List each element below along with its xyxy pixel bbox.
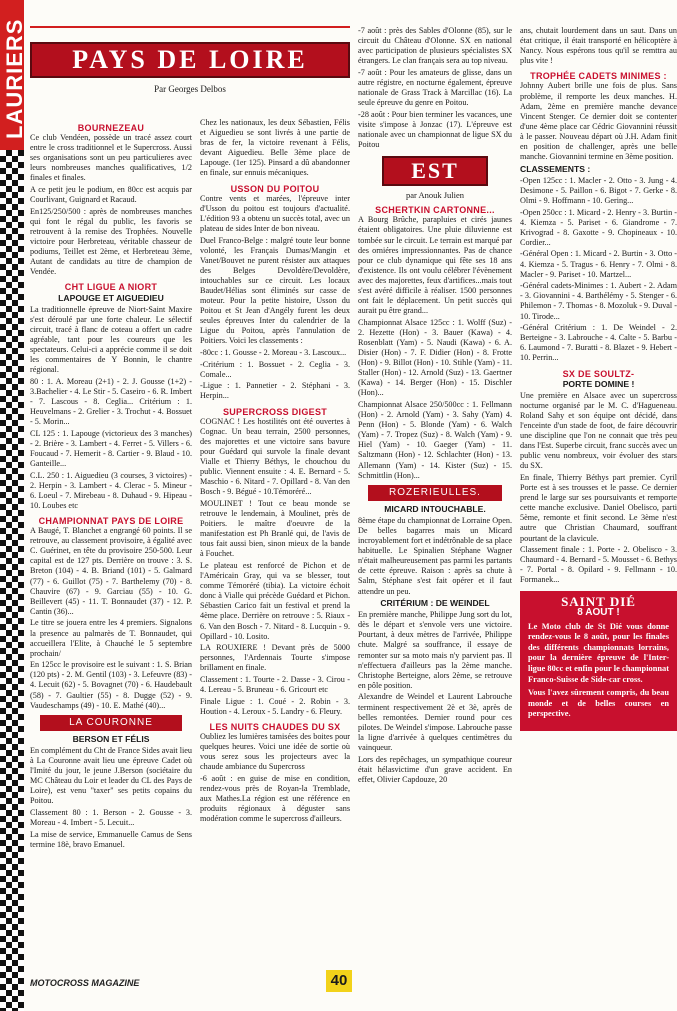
paragraph: -Ligue : 1. Pannetier - 2. Stéphani - 3. Herpin... [200, 381, 350, 401]
paragraph: LA ROUXIERE ! Devant près de 5000 personnes, l'Ardennais Tourte s'impose brillament en finale. [200, 643, 350, 673]
column-1 [30, 118, 192, 968]
checker-pattern [0, 150, 24, 1011]
section-heading: SUPERCROSS DIGEST [222, 406, 328, 417]
paragraph: Le plateau est renforcé de Pichon et de l'Américain Gray, qui va se blesser, tout comme Témoréré (tibia). La victoire échoit donc à Vialle qui précède Guédard et Pichon. Sébastien Carico fait un festival et prend la 4ème place. Derrière on retrouve : 5. Riaux - 6. Van den Bosch - 7. Nitard - 8. Lucquin - 9. Opillard - 10. Losito. [200, 560, 350, 641]
box-paragraph: Vous l'avez sûrement compris, du beau monde et de belles courses en perspective. [528, 688, 669, 719]
paragraph: En première manche, Philippe Jung sort du lot, dès le départ et s'envole vers une victoire. Pourtant, à deux mètres de l'arrivée, Philippe chute. Malgré sa souffrance, il essaye de remonter sur sa moto mais n'y parvient pas. Il n'effectuera d'ailleurs pas la 2ème manche. Christophe Berteigne, alors 2ème, se retrouve en pôle position. [358, 610, 512, 690]
byline: par Anouk Julien [405, 190, 465, 201]
section-heading: CHT LIGUE A NIORT [64, 282, 158, 293]
paragraph: Une première en Alsace avec un supercross nocturne organisé par le M. C. d'Hagueneau. Roland Sahy et son équipe ont décidé, dans l'enceinte d'un stade de foot, de faire découvrir une discipline que l'on ne connait que très peu dans l'Est. Superbe circuit, franc succès avec un public venu nombreux, voir évoluer des stars du SX. [520, 390, 677, 471]
top-rule [30, 26, 350, 28]
box-subtitle: 8 AOUT ! [577, 606, 620, 618]
region-bar-label: ROZERIEULLES. [389, 486, 481, 498]
paragraph: ans, chutait lourdement dans un saut. Dans un état critique, il était transporté en hélicoptère à Nancy. Nous espérons tous qu'il se remttra au plus vite ! [520, 26, 677, 66]
paragraph: -Général Critérium : 1. De Weindel - 2. Berteigne - 3. Labrouche - 4. Calte - 5. Barbu - 6. Laumond - 7. Buratti - 8. Blazet - 9. Hebert - 10. Perrin... [520, 323, 677, 363]
paragraph: A ce petit jeu le podium, en 80cc est acquis par Courlivant, Guignard et Racaud. [30, 185, 192, 205]
paragraph: A Baugé, T. Blanchet a engrangé 60 points. Il se retrouve, au classement provisoire, à égalité avec C. Guérinet, en tête du provisoire 250-500. Leur capital est de 127 pts. Derrière on trouve : 3. S. Breton (104) - 4. B. Briand (101) - 5. Galmard (77) - 6. Guillot (75) - 7. Barthelemy (70) - 8. Chauvire (67) - 9. Garciau (55) - 10. G. Beillevert (45) - 11. T. Bonnaudet (37) - 12. P. Cantin (36)... [30, 526, 192, 616]
paragraph: CL 125 : 1. Lapouge (victorieux des 3 manches) - 2. Brière - 3. Lambert - 4. Ferret - 5. Villers - 6. Foucaud - 7. Hemerit - 8. Cartier - 9. Blaud - 10. Ganteille... [30, 428, 192, 468]
paragraph: -28 août : Pour bien terminer les vacances, une visite s'impose à Jonzac (17). L'épreuve est nationale avec un championnat de ligue SX du Poitou [358, 109, 512, 150]
sub-heading: MICARD INTOUCHABLE. [384, 503, 486, 514]
paragraph: -6 août : en guise de mise en condition, rendez-vous près de Royan-la Tremblade, aux Mathes.La région est une référence en produits régionaux à déguster sans modération comme le supercross d'ailleurs. [200, 773, 350, 824]
paragraph: C.L. 250 : 1. Aiguedieu (3 courses, 3 victoires) - 2. Herpin - 3. Lambert - 4. Clerac - 5. Mineur - 6. Loeul - 7. Mirebeau - 8. Duhaud - 9. Hipeau - 10. Loubes etc [30, 470, 192, 510]
paragraph: Contre vents et marées, l'épreuve inter d'Usson du poitou est toujours d'actualité. L'édition 93 a obtenu un succès total, avec un plateau de sides Inter de bon niveau. [200, 193, 350, 233]
paragraph: -7 août : Pour les amateurs de glisse, dans un autre régistre, en nocturne également, épreuve nationale de Grass Track à Marcillac (16). La seule épreuve du genre en Poitou. [358, 67, 512, 108]
paragraph: 8ème étape du championnat de Lorraine Open. De belles bagarres mais un Micard incroyablement fort et indétrônable de sa place habituelle. Le Spinalien Stéphane Wagner n'était malheureusement pas parmi les partants de cette épreuve. Raison : après sa chute à Salm, Stéphane s'est fait opérer et il faut attendre un peu. [358, 515, 512, 596]
paragraph: Classement : 1. Tourte - 2. Dasse - 3. Cirou - 4. Lereau - 5. Bruneau - 6. Gricourt etc [200, 674, 350, 695]
paragraph: Chez les nationaux, les deux Sébastien, Félis et Aiguedieu se sont livrés à une partie de bras de fer, la victoire revenant à Félis, devant Aiguedieu. Belle 3ème place de Lapouge. (1er 125). Pinsard a dû abandonner en finale, sur ennuis mécaniques. [200, 118, 350, 178]
section-header-bar [30, 42, 350, 78]
section-heading: TROPHÉE CADETS MINIMES : [530, 71, 667, 82]
paragraph: Championnat Alsace 250/500cc : 1. Fellmann (Hon) - 2. Arnold (Yam) - 3. Sahy (Yam) 4. Penn (Hon) - 5. Blonde (Yam) - 6. Walch (Yam) - 7. Tropez (Suz) - 8. Walch (Yam) - 9. Hiel (Yam) - 10. Gaeger (Yam) - 11. Saltzmann (Hon) - 12. Schlachter (Hon) - 13. Allemann (Yam) - 14. Kister (Suz) - 15. Schmittlin (Hon)... [358, 400, 512, 480]
page-number: 40 [326, 970, 352, 992]
paragraph: -Open 250cc : 1. Micard - 2. Henry - 3. Burtin - 4. Kiemza - 5. Pariset - 6. Giandrome - 7. Krivograd - 8. Gaxotte - 9. Chopineaux - 10. Cordier... [520, 207, 677, 247]
magazine-footer: MOTOCROSS MAGAZINE [30, 978, 140, 988]
sub-heading: CRITÉRIUM : DE WEINDEL [380, 598, 490, 609]
paragraph: Championnat Alsace 125cc : 1. Wolff (Suz) - 2. Hezette (Hon) - 3. Bauer (Kawa) - 4. Rosenblatt (Yam) - 5. Naudi (Kawa) - 6. A. Disier (Hon) - 7. F. Didier (Hon) - 8. Frotte (Hon) - 9. Billot (Hon) - 10. Stihle (Yam) - 11. Staller (Hon) - 12. Arnold (Suz) - 13. Gaertner (Kawa) - 14. Berger (Hon) - 15. Dischler (Hon)... [358, 317, 512, 398]
sub-heading: CLASSEMENTS : [520, 163, 591, 174]
paragraph: A Bourg Brûche, parapluies et cirés jaunes étaient obligatoires. Une pluie diluvienne est tombée sur le circuit. Le terrain est marqué par des orniéres impressionnantes. Pas de chance pour ce club dynamique qui fête ses 18 ans d'existence. Ils ont voulu célébrer l'évènement avec des majorettes, feux d'artifices...mais tout s'est avéré difficile à réaliser. 1500 personnes ont fait le déplacement. Un petit succès qui aurait pu être grand... [358, 215, 512, 316]
paragraph: Finale Ligue : 1. Coué - 2. Robin - 3. Hoution - 4. Leroux - 5. Landry - 6. Fleury. [200, 696, 350, 716]
sub-heading: PORTE DOMINE ! [562, 378, 635, 389]
strip-title: LAURIERS [2, 18, 27, 140]
paragraph: -Critérium : 1. Bossuet - 2. Ceglia - 3. Comale... [200, 359, 350, 379]
paragraph: MOULINET ! Tout ce beau monde se retrouve le lendemain, à Moulinet, près de Poitiers. le maître d'oeuvre de la manifestation est Ph Branlé qui, de l'avis de tous fait aussi bien, sinon mieux de la bande à Fouchet. [200, 498, 350, 559]
paragraph: Ce club Vendéen, possède un tracé assez court entre le cross traditionnel et le Supercross. Aussi ses organisations sont un peu particulieres avec leurs nombreuses manches qualificatives, 1/2 finales et finales. [30, 133, 192, 183]
column-3 [358, 26, 512, 968]
section-heading: LES NUITS CHAUDES DU SX [209, 721, 341, 732]
region-bar [368, 485, 502, 501]
section-heading: BOURNEZEAU [77, 123, 145, 133]
left-strip [0, 0, 27, 1011]
paragraph: En complément du Cht de France Sides avait lieu à La Couronne avait lieu une épreuve Cadet où l'Imité du jour, le jeune J.Berson (sociétaire du MC Château du Loir et leader du CL des Pays de Loire), est venu "taxer" ses petits copains du Poitou. [30, 745, 192, 806]
sub-heading: LAPOUGE ET AIGUEDIEU [58, 292, 164, 303]
box-title: SAINT DIÉ [561, 594, 636, 610]
paragraph: Classement finale : 1. Porte - 2. Obelisco - 3. Chaumard - 4. Bernard - 5. Mousset - 6. Bethys - 7. Portal - 8. Opilard - 9. Fellmann - 10. Formanek... [520, 545, 677, 585]
paragraph: -Général cadets-Minimes : 1. Aubert - 2. Adam - 3. Giovannini - 4. Barthélémy - 5. Stenger - 6. Philemon - 7. Thomas - 8. Mozoluk - 9. Duval - 10. Tirode... [520, 281, 677, 321]
section-title: PAYS DE LOIRE [72, 45, 308, 74]
column-4 [520, 26, 677, 968]
paragraph: -Open 125cc : 1. Macler - 2. Otto - 3. Jung - 4. Desimone - 5. Paillon - 6. Bigot - 7. Gerke - 8. Olmi - 9. Hoffmann - 10. Gering... [520, 175, 677, 205]
region-title: EST [411, 158, 459, 184]
paragraph: La traditionnelle épreuve de Niort-Saint Maxire s'est déroulé par une forte chaleur. Le sélectif circuit, tracé à flanc de coteau a offert un cadre agréable, tant pour les coureurs que les spectateurs. Celui-ci a apprécie comme il se doit les commentaires de Y Bonnin, le chantre régional. [30, 304, 192, 375]
region-bar-label: LA COURONNE [69, 716, 153, 728]
box-paragraph: Le Moto club de St Dié vous donne rendez-vous le 8 août, pour les finales des différents championnats lorrains, pour la dernière épreuve de l'Inter-ligue 80cc et enfin pour le championnat Franco-Suisse de Side-car cross. [528, 621, 669, 684]
paragraph: Johnny Aubert brille une fois de plus. Sans problème, il remporte les deux manches. H. Adam, 2ème en première manche devance Vincent Stenger. Ce dernier doit se contenter d'une 4ème place car Cédric Giovannini réussit à le passer. Nouveau départ où J.H. Adam finit en position de challenger, après une belle manche. Giovannini termine en 3ème position. [520, 81, 677, 162]
paragraph: Alexandre de Weindel et Laurent Labrouche terminent respectivement 2è et 3è, après de belles remontées. Dernier round pour ces pilotes. De Weindel s'impose. Labrouche passe la ligne d'arrivée à quelques centimètres du vainqueur. [358, 692, 512, 752]
paragraph: Oubliez les lumières tamisées des boites pour quelques heures. Voici une idée de sortie où vous serez sous les projecteurs avec la chaude ambiance du Supercross [200, 731, 350, 772]
region-bar [40, 715, 182, 731]
section-heading: SCHERTKIN CARTONNE... [375, 205, 495, 216]
paragraph: Le titre se jouera entre les 4 premiers. Signalons la presence au palmarès de T. Bonnaudet, qui accueillera l'Elite, à Chauché le 5 septembre prochain/ [30, 618, 192, 658]
paragraph: En finale, Thierry Béthys part premier. Cyril Porte est à ses trousses et le passe. Ce dernier prend le large sur ses poursuivants et remporte cette manche exclusive. Daniel Obelisco, parti 5ème, remonte et finit second. Le 3ème n'est autre que Christian Chaumard, souffrant pourtant de la clavicule. [520, 472, 677, 543]
section-heading: SX DE SOULTZ- [562, 368, 635, 379]
section-heading: USSON DU POITOU [230, 183, 320, 194]
sub-heading: BERSON ET FÉLIS [72, 733, 150, 744]
paragraph: -Général Open : 1. Micard - 2. Burtin - 3. Otto - 4. Kiemza - 5. Tragus - 6. Henry - 7. Olmi - 8. Macler - 9. Pariset - 10. Martzel... [520, 249, 677, 279]
paragraph: -7 août : près des Sables d'Olonne (85), sur le circuit du Château d'Olonne. SX en national avec participation de plusieurs spécialistes SX étrangers. Le clan français sera au top niveau. [358, 26, 512, 66]
saint-die-box [520, 591, 677, 731]
paragraph: -80cc : 1. Gousse - 2. Moreau - 3. Lascoux... [200, 348, 347, 358]
paragraph: Duel Franco-Belge : malgré toute leur bonne volonté, les Français Dumas/Mangin et Vanet/Bouvet ne purent résister aux attaques des Belges Devoldère/Devoldère, intouchables sur ce circuit. Les locaux Baudet/Hélias sont éliminés sur casse de moteur. Pour la petite histoire, Usson du Poitou et St Jean d'Angély furent les deux seules épreuves Inter du calendrier de la Ligue du Poitou, après l'annulation de Poitiers. Voici les classements : [200, 235, 350, 346]
column-2 [200, 118, 350, 968]
paragraph: En 125cc le provisoire est le suivant : 1. S. Brian (120 pts) - 2. M. Gentil (103) - 3. Lefeuvre (83) - 4. Lecuit (62) - 5. Bovagnet (70) - 6. Haudebault (58) - 7. Gaultier (55) - 8. Dugge (52) - 9. Vaudeschamps (49) - 10. E. Mathé (40)... [30, 660, 192, 710]
section-heading: CHAMPIONNAT PAYS DE LOIRE [38, 515, 184, 526]
region-header-est [382, 156, 488, 186]
paragraph: En125/250/500 : après de nombreuses manches qui font le régal du public, les favoris se retrouvent à la remise des Trophées. Nouvelle victoire pour Herbreteau, véritable chasseur de podiums, Teillet est 2ème, et Herbreteau 3ème, Autant de candidats au titre de champion de Vendée. [30, 206, 192, 277]
paragraph: 80 : 1. A. Moreau (2+1) - 2. J. Gousse (1+2) - 3.Bachelier - 4. Le Stir - 5. Caseiro - 6. R. Imbert - 7. Lascous - 8. Ceglia... Critérium : 1. Heuvelmans - 2. Grelier - 3. Trochut - 4. Bossuet - 5. Morin... [30, 376, 192, 427]
paragraph: La mise de service, Emmanuelle Camus de Sens termine 18è, bravo Emanuel. [30, 829, 192, 849]
paragraph: Classement 80 : 1. Berson - 2. Gousse - 3. Moreau - 4. Imbert - 5. Lecuit... [30, 807, 192, 827]
paragraph: Lors des repêchages, un sympathique coureur était hélasvictime d'un grave accident. En effet, Olivier Capdouze, 20 [358, 754, 512, 784]
byline: Par Georges Delbos [154, 84, 226, 94]
paragraph: COGNAC ! Les hostilités ont été ouvertes à Cognac. Un beau terrain, 2500 personnes, des majorettes et une victoire sans bavure pour Guédard qui survole la finale devant Vialle et Thierry Béthys, le chouchou du public. Viennent ensuite : 4. E. Bernard - 5. Maschio - 6. Nitard - 7. Opillard - 8. Van den Bosch - 9. Bégué - 10.Témoréré... [200, 416, 350, 497]
